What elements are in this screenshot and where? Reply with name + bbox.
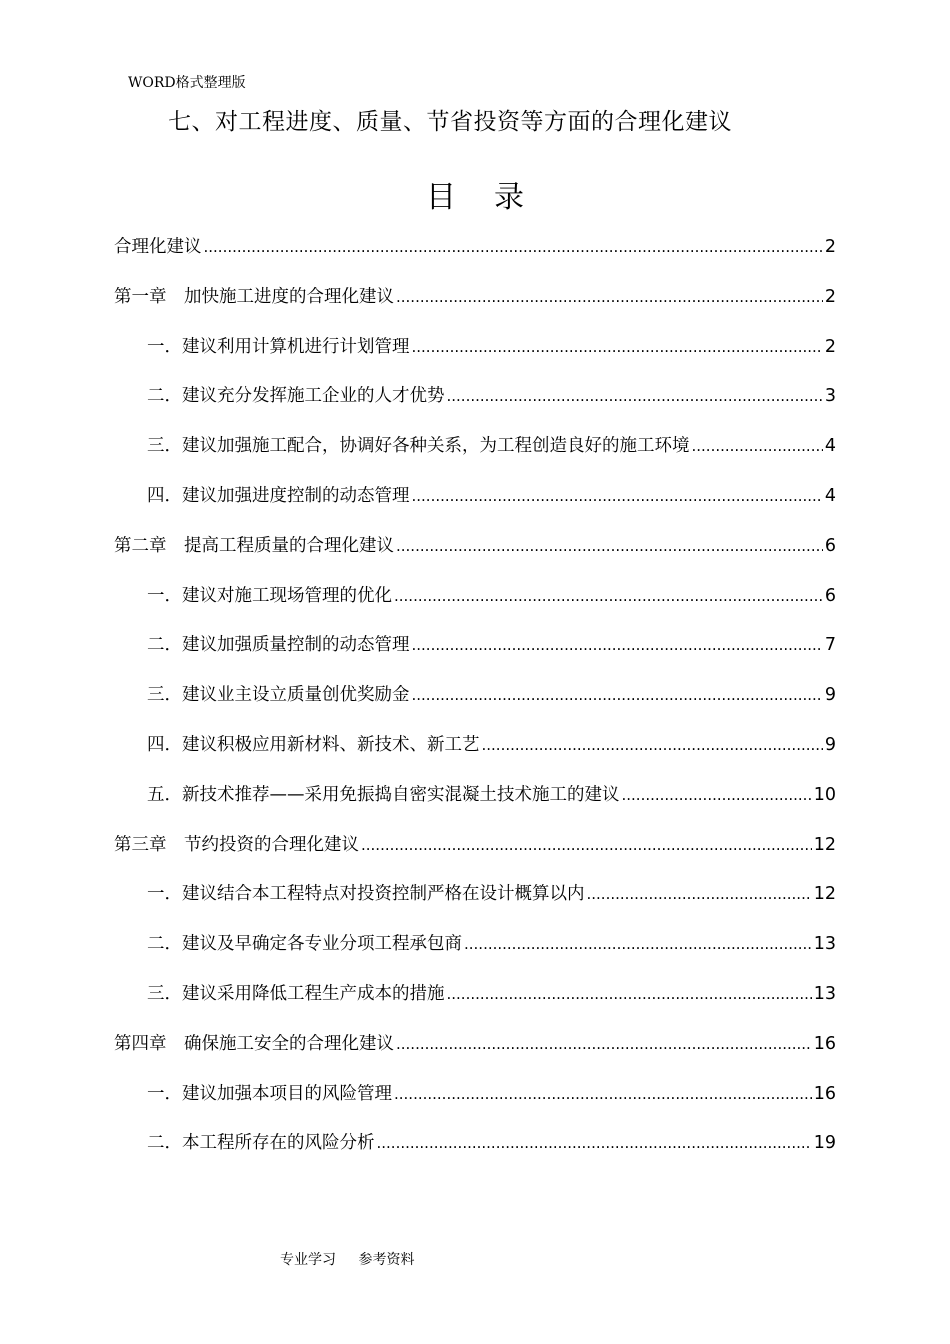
toc-entry-label: 二．建议充分发挥施工企业的人才优势 (147, 386, 445, 407)
toc-leader (622, 786, 812, 804)
toc-entry-page: 13 (813, 983, 836, 1004)
toc-leader (412, 487, 823, 505)
toc-leader (412, 338, 823, 356)
toc-entry-label: 一．建议结合本工程特点对投资控制严格在设计概算以内 (147, 884, 585, 905)
toc-entry[interactable] (114, 283, 836, 333)
toc-entry-page: 4 (824, 485, 836, 506)
toc-entry-label: 二．本工程所存在的风险分析 (147, 1133, 375, 1154)
toc-leader (361, 836, 812, 854)
toc-entry-page: 6 (824, 585, 836, 606)
toc-entry-label: 第四章 确保施工安全的合理化建议 (114, 1033, 394, 1054)
toc-leader (394, 1085, 812, 1103)
toc-leader (412, 636, 823, 654)
toc-entry-label: 二．建议及早确定各专业分项工程承包商 (147, 934, 462, 955)
toc-entry-label: 三．建议采用降低工程生产成本的措施 (147, 983, 445, 1004)
toc-entry-page: 2 (824, 237, 836, 257)
toc-entry-page: 2 (824, 286, 836, 307)
toc-entry[interactable] (114, 382, 836, 432)
toc-entry-label: 一．建议利用计算机进行计划管理 (147, 336, 410, 357)
toc-entry-label: 三．建议加强施工配合，协调好各种关系，为工程创造良好的施工环境 (147, 436, 690, 457)
toc-entry[interactable] (114, 731, 836, 781)
toc-leader (204, 238, 823, 256)
toc-leader (447, 387, 823, 405)
toc-entry[interactable] (114, 532, 836, 582)
toc-entry[interactable] (114, 432, 836, 482)
toc-entry[interactable] (114, 482, 836, 532)
toc-entry-label: 五．新技术推荐——采用免振捣自密实混凝土技术施工的建议 (147, 784, 620, 805)
toc-entry-label: 一．建议对施工现场管理的优化 (147, 585, 392, 606)
toc-heading: 目录 (426, 180, 562, 215)
toc-entry-label: 第三章 节约投资的合理化建议 (114, 834, 359, 855)
toc-entry[interactable] (114, 582, 836, 632)
toc-leader (412, 686, 823, 704)
toc-leader (692, 437, 823, 455)
toc-entry[interactable] (114, 233, 836, 283)
toc-entry[interactable] (114, 781, 836, 831)
toc-entry-page: 12 (813, 884, 836, 905)
toc-leader (396, 537, 823, 555)
toc-entry-page: 12 (813, 834, 836, 855)
toc-entry-label: 第二章 提高工程质量的合理化建议 (114, 535, 394, 556)
toc-leader (482, 736, 823, 754)
toc-entry-page: 9 (824, 734, 836, 755)
toc-entry-page: 10 (813, 784, 836, 805)
header-note: WORD格式整理版 (128, 75, 246, 91)
toc-entry-page: 9 (824, 685, 836, 706)
toc-entry-label: 合理化建议 (114, 237, 202, 257)
toc-leader (377, 1134, 812, 1152)
toc-entry-page: 4 (824, 436, 836, 457)
toc-entry[interactable] (114, 880, 836, 930)
toc-leader (464, 935, 812, 953)
toc-entry-label: 三．建议业主设立质量创优奖励金 (147, 685, 410, 706)
toc-entry-page: 7 (824, 635, 836, 656)
table-of-contents (114, 233, 836, 1179)
toc-leader (396, 1035, 812, 1053)
toc-entry-page: 13 (813, 934, 836, 955)
toc-entry-page: 16 (813, 1033, 836, 1054)
toc-entry[interactable] (114, 681, 836, 731)
document-title: 七、对工程进度、质量、节省投资等方面的合理化建议 (168, 109, 732, 135)
toc-entry[interactable] (114, 1080, 836, 1130)
toc-entry-page: 2 (824, 336, 836, 357)
toc-entry[interactable] (114, 831, 836, 881)
toc-leader (394, 587, 823, 605)
toc-entry-page: 16 (813, 1083, 836, 1104)
toc-entry[interactable] (114, 631, 836, 681)
toc-leader (587, 885, 812, 903)
page-footer: 专业学习 参考资料 (280, 1252, 415, 1268)
toc-entry-label: 二．建议加强质量控制的动态管理 (147, 635, 410, 656)
toc-entry-page: 3 (824, 386, 836, 407)
toc-entry[interactable] (114, 333, 836, 383)
toc-entry-label: 四．建议积极应用新材料、新技术、新工艺 (147, 734, 480, 755)
toc-entry-label: 一．建议加强本项目的风险管理 (147, 1083, 392, 1104)
toc-entry-page: 6 (824, 535, 836, 556)
toc-leader (396, 288, 823, 306)
toc-entry[interactable] (114, 1129, 836, 1179)
toc-entry-label: 四．建议加强进度控制的动态管理 (147, 485, 410, 506)
toc-leader (447, 985, 812, 1003)
toc-entry-page: 19 (813, 1133, 836, 1154)
toc-entry[interactable] (114, 930, 836, 980)
toc-entry[interactable] (114, 1030, 836, 1080)
toc-entry[interactable] (114, 980, 836, 1030)
toc-entry-label: 第一章 加快施工进度的合理化建议 (114, 286, 394, 307)
